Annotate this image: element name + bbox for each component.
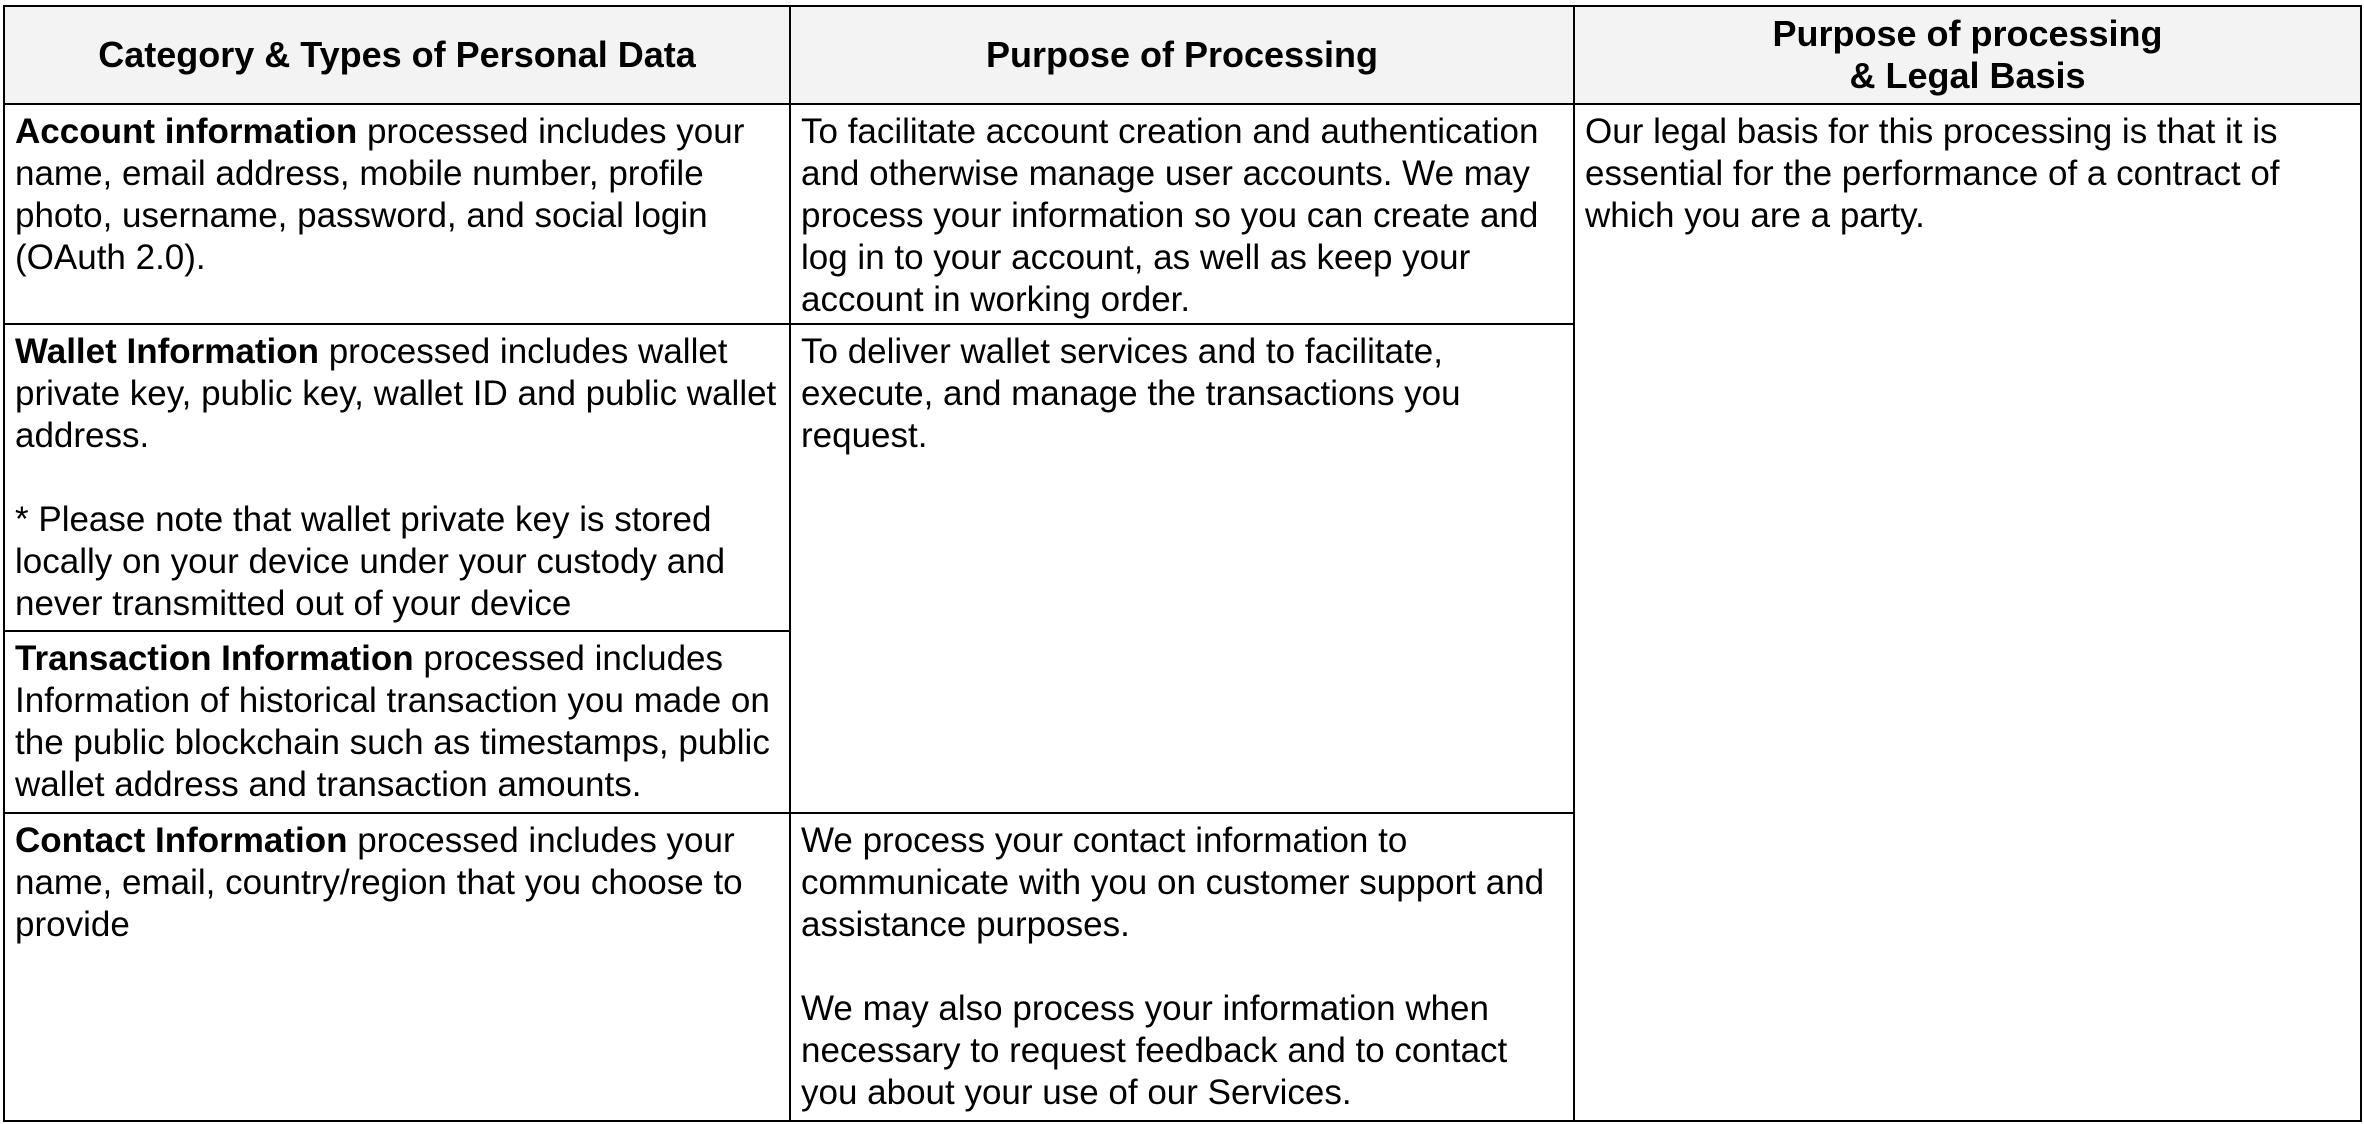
category-title-transaction: Transaction Information xyxy=(15,639,414,678)
purpose-cell-contact xyxy=(790,813,1574,1121)
purpose-text-wallet: To deliver wallet services and to facilitate, execute, and manage the transactions you request. xyxy=(801,332,1461,455)
category-text-contact: processed includes your name, email, country/region that you choose to provide xyxy=(15,821,743,944)
category-cell-contact xyxy=(4,813,790,1121)
header-legal-basis-line2: & Legal Basis xyxy=(1849,55,2086,96)
legal-basis-text: Our legal basis for this processing is that it is essential for the performance of a contract of which you are a party. xyxy=(1585,112,2280,235)
purpose-text-account: To facilitate account creation and authentication and otherwise manage user accounts. We may process your information so you can create and log in to your account, as well as keep your account in working order. xyxy=(801,112,1539,319)
header-legal-basis xyxy=(1574,6,2361,104)
category-title-contact: Contact Information xyxy=(15,821,348,860)
category-title-account: Account information xyxy=(15,112,358,151)
purpose-text-contact-2: We may also process your information when necessary to request feedback and to contact you about your use of our Services. xyxy=(801,989,1508,1112)
header-legal-basis-line1: Purpose of processing xyxy=(1772,13,2163,54)
category-text-transaction: processed includes Information of historical transaction you made on the public blockchain such as timestamps, public wallet address and transaction amounts. xyxy=(15,639,770,804)
purpose-cell-wallet xyxy=(790,324,1574,813)
header-category: Category & Types of Personal Data xyxy=(4,6,790,104)
category-text-account: processed includes your name, email address, mobile number, profile photo, username, password, and social login (OAuth 2.0). xyxy=(15,112,745,277)
table-header-row xyxy=(4,6,2361,104)
category-cell-transaction xyxy=(4,631,790,813)
privacy-data-table xyxy=(3,5,2362,1122)
category-cell-account xyxy=(4,104,790,324)
table-row-account xyxy=(4,104,2361,324)
category-title-wallet: Wallet Information xyxy=(15,332,319,371)
purpose-cell-account xyxy=(790,104,1574,324)
category-cell-wallet xyxy=(4,324,790,631)
header-purpose: Purpose of Processing xyxy=(790,6,1574,104)
category-text-wallet: processed includes wallet private key, public key, wallet ID and public wallet address. xyxy=(15,332,777,455)
purpose-text-contact-1: We process your contact information to communicate with you on customer support and assistance purposes. xyxy=(801,821,1545,944)
wallet-private-key-note: * Please note that wallet private key is stored locally on your device under your custody and never transmitted out of your device xyxy=(15,500,726,623)
legal-basis-cell xyxy=(1574,104,2361,1121)
